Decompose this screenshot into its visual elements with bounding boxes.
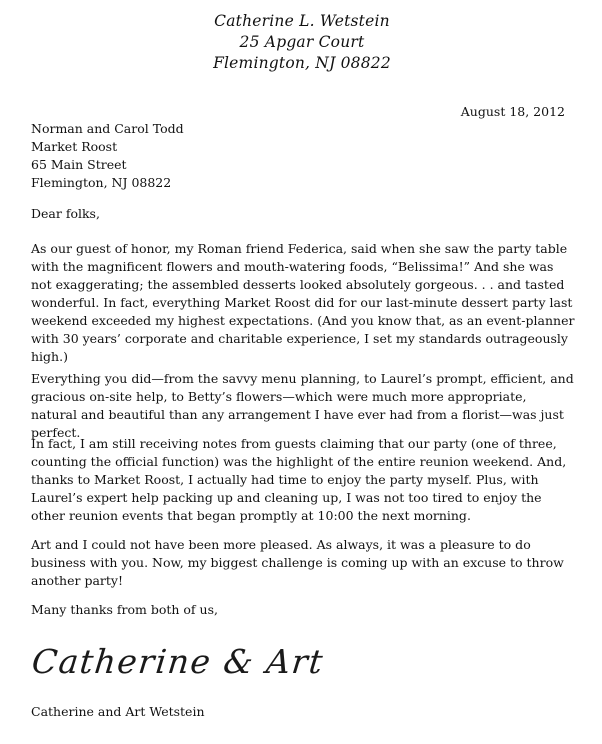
body-paragraph-2-wrap bbox=[31, 370, 576, 442]
body-paragraph-4: Art and I could not have been more pleased. As always, it was a pleasure to do business with you. Now, my biggest challenge is coming up with an excuse to throw another party! bbox=[31, 537, 564, 588]
sender-city: Flemington, NJ 08822 bbox=[213, 54, 391, 72]
sender-street: 25 Apgar Court bbox=[239, 33, 365, 51]
recipient-business: Market Roost bbox=[31, 139, 118, 154]
closing-line: Many thanks from both of us, bbox=[31, 602, 218, 617]
body-paragraph-1: As our guest of honor, my Roman friend Federica, said when she saw the party table with the magnificent flowers and mouth-watering foods, “Belissima!” And she was not exaggerating; the assembled desserts looked absolutely gorgeous. . . and tasted wonderful. In fact, everything Market Roost did for our last-minute dessert party last weekend exceeded my highest expectations. (And you know that, as an event-planner with 30 years’ corporate and charitable experience, I set my standards outrageously high.) bbox=[31, 241, 575, 364]
letterhead bbox=[0, 11, 602, 74]
handwritten-signature: Catherine & Art bbox=[30, 642, 326, 681]
recipient-name: Norman and Carol Todd bbox=[31, 121, 184, 136]
recipient-city: Flemington, NJ 08822 bbox=[31, 175, 172, 190]
signer-name: Catherine and Art Wetstein bbox=[31, 704, 205, 719]
sender-name: Catherine L. Wetstein bbox=[214, 12, 390, 30]
body-paragraph-2: Everything you did—from the savvy menu planning, to Laurel’s prompt, efficient, and gracious on-site help, to Betty’s flowers—which were much more appropriate, natural and beautiful than any arrangement I have ever had from a florist—was just perfect. bbox=[31, 371, 574, 440]
recipient-street: 65 Main Street bbox=[31, 157, 127, 172]
body-paragraph-3-wrap bbox=[31, 435, 576, 525]
letter-date: August 18, 2012 bbox=[460, 104, 565, 119]
body-paragraph-4-wrap bbox=[31, 536, 576, 590]
recipient-address bbox=[31, 120, 184, 192]
salutation: Dear folks, bbox=[31, 206, 100, 221]
body-paragraph-3: In fact, I am still receiving notes from guests claiming that our party (one of three, counting the official function) was the highlight of the entire reunion weekend. And, thanks to Market Roost, I actually had time to enjoy the party myself. Plus, with Laurel’s expert help packing up and cleaning up, I was not too tired to enjoy the other reunion events that began promptly at 10:00 the next morning. bbox=[31, 436, 567, 523]
body-paragraph-1-wrap bbox=[31, 240, 576, 366]
